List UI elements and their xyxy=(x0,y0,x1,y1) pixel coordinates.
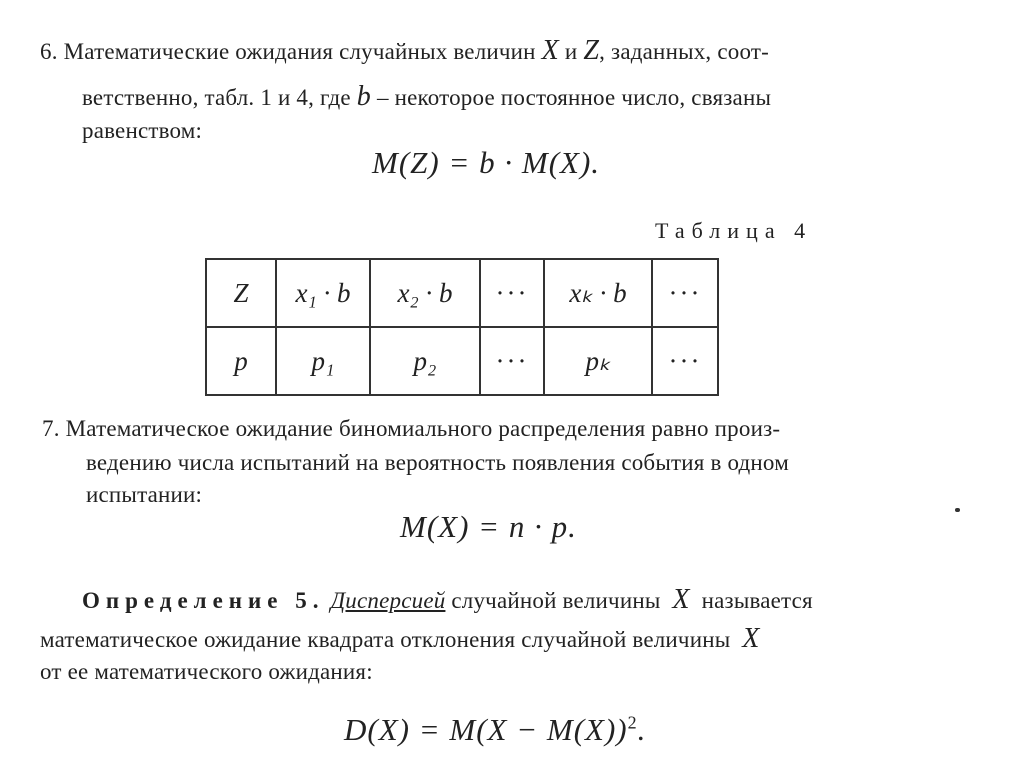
table-cell: xₖ · b xyxy=(544,259,652,327)
item6-and: и xyxy=(564,39,578,64)
table-cell: x₂ · b xyxy=(370,259,480,327)
item6-text: равенством: xyxy=(82,118,203,143)
table-cell: pₖ xyxy=(544,327,652,395)
item7-number: 7. xyxy=(42,416,60,441)
table-cell: ··· xyxy=(652,327,718,395)
table-cell: p₁ xyxy=(276,327,370,395)
table-cell: p xyxy=(206,327,276,395)
formula-main: D(X) = M(X − M(X)) xyxy=(344,712,628,747)
var-x: X xyxy=(672,584,690,615)
definition5-line2 xyxy=(40,622,760,657)
table-caption: Таблица 4 xyxy=(655,218,813,243)
definition5-line3 xyxy=(40,655,373,689)
definition-text: случайной величины xyxy=(451,588,661,613)
table-row xyxy=(206,259,718,327)
item6-line2 xyxy=(82,80,771,115)
item7-line1 xyxy=(42,412,780,446)
item6-formula: M(Z) = b · M(X). xyxy=(372,145,601,180)
item6-text-tail: , заданных, соот- xyxy=(599,39,769,64)
definition5-line1 xyxy=(82,583,813,618)
item6-text: – некоторое постоянное число, связаны xyxy=(376,85,772,110)
table-4 xyxy=(205,258,719,396)
definition-term: Дисперсией xyxy=(330,588,446,613)
formula-end: . xyxy=(637,712,647,747)
table-row xyxy=(206,327,718,395)
table-cell: ··· xyxy=(480,259,544,327)
item6-line1 xyxy=(40,34,769,69)
item7-text: ведению числа испытаний на вероятность появления события в одном xyxy=(86,450,789,475)
definition-label: Определение 5. xyxy=(82,588,325,613)
var-x: X xyxy=(541,35,559,66)
item6-text: ветственно, табл. 1 и 4, где xyxy=(82,85,351,110)
item6-text: Математические ожидания случайных величин xyxy=(63,39,536,64)
definition-text: математическое ожидание квадрата отклонения случайной величины xyxy=(40,627,731,652)
table-cell: ··· xyxy=(480,327,544,395)
item6-number: 6. xyxy=(40,39,58,64)
definition-text: называется xyxy=(701,588,813,613)
definition5-formula xyxy=(344,712,646,748)
var-x: X xyxy=(742,623,760,654)
table-cell: x₁ · b xyxy=(276,259,370,327)
item7-text: Математическое ожидание биномиального распределения равно произ- xyxy=(65,416,781,441)
item7-line2 xyxy=(86,446,789,480)
item7-text: испытании: xyxy=(86,482,203,507)
var-b: b xyxy=(356,81,371,112)
var-z: Z xyxy=(583,35,600,66)
item7-formula: M(X) = n · p. xyxy=(400,509,577,544)
table-cell: ··· xyxy=(652,259,718,327)
table-cell: p₂ xyxy=(370,327,480,395)
definition-text: от ее математического ожидания: xyxy=(40,659,373,684)
item7-line3 xyxy=(86,478,202,512)
table-cell: Z xyxy=(206,259,276,327)
scan-speck xyxy=(955,508,960,512)
item6-line3 xyxy=(82,114,202,148)
formula-exponent: 2 xyxy=(627,712,638,733)
